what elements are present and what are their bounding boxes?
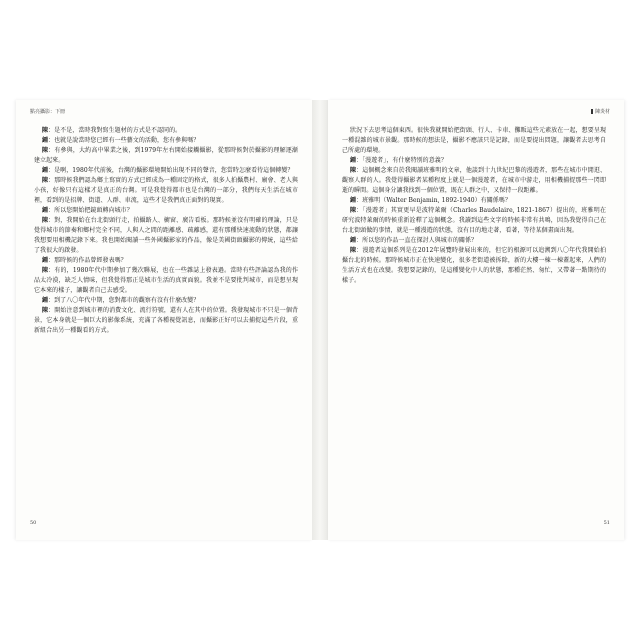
interview-paragraph: [34, 266, 298, 296]
paragraph-text: ：開始注意到城市裡的消費文化、流行符號，還有人在其中的位置。我發現城市不只是一個背景，它本身就是一個巨大的影像系統，充滿了各種視覺訊息，而攝影正好可以去捕捉這些片段，重新組合出另一種觀看的方式。: [34, 307, 298, 334]
interview-paragraph: [34, 256, 298, 266]
paragraph-text: ：是啊，1980年代前後，台灣的攝影環境開始出現不同的聲音，您當時怎麼看待這個轉變？: [48, 167, 294, 174]
paragraph-text: ：這個概念來自於我閱讀班雅明的文章，他談到十九世紀巴黎的漫遊者，那些在城市中閒逛、觀察人群的人。我覺得攝影者某種程度上就是一個漫遊者，在城市中游走，用相機捕捉那些一閃即逝的瞬間。這個身分讓我找到一個位置，既在人群之中，又保持一段距離。: [342, 167, 606, 194]
interview-paragraph: [34, 206, 298, 216]
right-page: [328, 100, 624, 540]
interview-paragraph: [34, 126, 298, 136]
page-number-left: 50: [30, 520, 37, 526]
speaker-label: 陳: [42, 267, 49, 274]
paragraph-text: ：漫遊者這個系列是在2012年展覽時發展出來的，但它的根源可以追溯到八〇年代我開始拍攝台北的時候。那時候城市正在快速變化，很多老街道被拆除，新的大樓一棟一棟蓋起來，人們的生活方式也在改變。我想要記錄的，是這種變化中人的狀態，那種茫然、匆忙，又帶著一點期待的樣子。: [342, 247, 606, 284]
paragraph-text: ：所以您開始把鏡頭轉向城市？: [48, 207, 133, 214]
left-page-text: [34, 126, 298, 504]
paragraph-text: ：對，我開始在台北街頭行走，拍攝路人、櫥窗、廣告看板。那時候並沒有明確的理論，只是覺得城市的節奏和鄉村完全不同，人與人之間的距離感、疏離感，還有那種快速流動的狀態，都讓我想要用相機記錄下來。我也開始閱讀一些外國攝影家的作品，像是美國街頭攝影的傳統，這些給了我很大的啟發。: [34, 217, 298, 254]
paragraph-text: ：也就是說當時您已經有一些藝文的活動，您有參與嗎？: [48, 137, 200, 144]
interview-paragraph: [342, 156, 606, 166]
paragraph-text: 狀況下去思考這個東西。很快我就開始把街頭、行人、卡車、攤販這些元素放在一起，想要呈現一種混雜的城市景觀。那時候的想法是，攝影不應該只是記錄，而是要提出問題，讓觀者去思考自己所處的環境。: [342, 127, 606, 154]
speaker-label: 鍾: [350, 197, 357, 204]
speaker-label: 陳: [42, 127, 49, 134]
interview-paragraph: [34, 176, 298, 206]
interview-paragraph: [342, 126, 606, 156]
speaker-label: 鍾: [42, 297, 49, 304]
interview-paragraph: [34, 216, 298, 256]
speaker-label: 陳: [350, 247, 357, 254]
interview-paragraph: [342, 196, 606, 206]
paragraph-text: ：那時候的作品曾經發表嗎？: [48, 257, 127, 264]
paragraph-text: ：班雅明（Walter Benjamin, 1892-1940）有關係嗎？: [356, 197, 511, 204]
speaker-label: 陳: [42, 147, 49, 154]
paragraph-text: ：所以您的作品一直在探討人與城市的關係？: [356, 237, 478, 244]
interview-paragraph: [342, 166, 606, 196]
speaker-label: 陳: [350, 207, 357, 214]
paragraph-text: ：到了八〇年代中期，您對都市的觀察有沒有什麼改變？: [48, 297, 200, 304]
left-page: [16, 100, 312, 540]
speaker-label: 鍾: [350, 157, 357, 164]
running-head-right-label: 陳炎材: [594, 109, 610, 115]
interview-paragraph: [34, 136, 298, 146]
page-number-right: 51: [603, 520, 610, 526]
section-marker-icon: [591, 109, 593, 114]
speaker-label: 陳: [42, 177, 49, 184]
interview-paragraph: [342, 236, 606, 246]
running-head-right: [591, 108, 610, 115]
speaker-label: 鍾: [42, 137, 49, 144]
paragraph-text: ：有的，1980年代中期參加了幾次聯展，也在一些雜誌上發表過。當時有些評論認為我的作品太冷漠，缺乏人情味，但我覺得那正是城市生活的真實面貌。我並不是要批判城市，而是想呈現它本來的樣子，讓觀者自己去感受。: [34, 267, 298, 294]
interview-paragraph: [34, 306, 298, 336]
paragraph-text: ：是不是，當時我對寫生題材的方式是不認同的。: [48, 127, 182, 134]
speaker-label: 鍾: [42, 257, 49, 264]
interview-paragraph: [342, 206, 606, 236]
book-gutter: [312, 100, 328, 540]
speaker-label: 鍾: [42, 207, 49, 214]
interview-paragraph: [34, 146, 298, 166]
right-page-text: [342, 126, 606, 504]
paragraph-text: ：「漫遊者」，有什麼特別的意義？: [356, 157, 447, 164]
paragraph-text: ：「漫遊者」其實更早是波特萊爾（Charles Baudelaire, 1821-1867）提出的，班雅明在研究波特萊爾的時候重新詮釋了這個概念。我讀到這些文字的時候非常有共鳴，因為我覺得自己在台北街頭做的事情，就是一種漫遊的狀態，沒有目的地走著，看著，等待某個畫面出現。: [342, 207, 606, 234]
interview-paragraph: [34, 166, 298, 176]
running-head-left: 點亮攝影：下冊: [30, 109, 66, 115]
interview-paragraph: [342, 246, 606, 286]
speaker-label: 陳: [42, 307, 49, 314]
paragraph-text: ：有參與，大約高中畢業之後，到1979年左右開始接觸攝影，從那時候對於攝影的理解逐漸建立起來。: [34, 147, 298, 164]
speaker-label: 陳: [42, 217, 49, 224]
interview-paragraph: [34, 296, 298, 306]
speaker-label: 鍾: [42, 167, 49, 174]
paragraph-text: ：那時候我們認為鄉土寫實的方式已經成為一種固定的格式，很多人拍攝農村、廟會、老人與小孩，好像只有這樣才是真正的台灣。可是我覺得都市也是台灣的一部分，我們每天生活在城市裡，看到的是招牌、街道、人群、車流，這些才是我們真正面對的現實。: [34, 177, 298, 204]
speaker-label: 鍾: [350, 237, 357, 244]
speaker-label: 陳: [350, 167, 357, 174]
